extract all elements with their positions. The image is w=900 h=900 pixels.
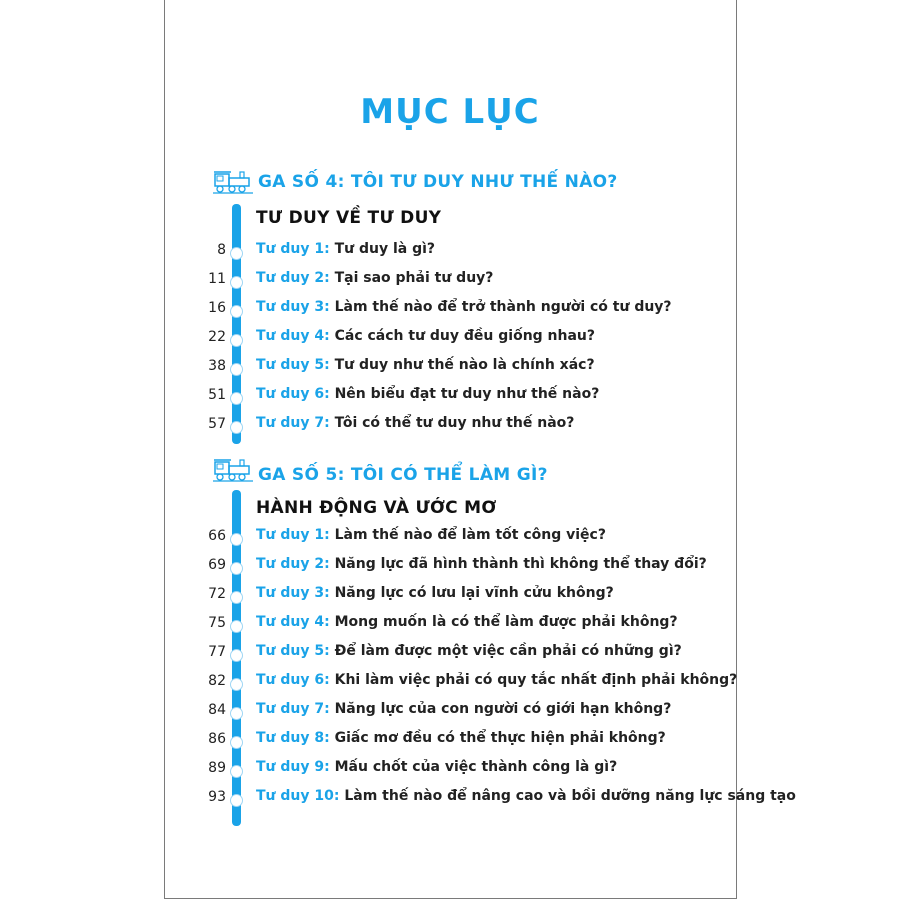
- timeline-dot: [230, 591, 243, 604]
- item-label: Tư duy 10:: [256, 788, 340, 804]
- toc-item[interactable]: [0, 356, 900, 380]
- timeline-dot: [230, 678, 243, 691]
- timeline-dot: [230, 736, 243, 749]
- item-label: Tư duy 6:: [256, 386, 330, 402]
- timeline-dot: [230, 765, 243, 778]
- item-title: Làm thế nào để trở thành người có tư duy?: [334, 299, 672, 315]
- item-label: Tư duy 7:: [256, 415, 330, 431]
- item-label: Tư duy 2:: [256, 270, 330, 286]
- item-label: Tư duy 7:: [256, 701, 330, 717]
- item-title: Năng lực đã hình thành thì không thể thay đổi?: [334, 556, 707, 572]
- item-label: Tư duy 8:: [256, 730, 330, 746]
- train-icon: [213, 456, 253, 484]
- page-number: 22: [208, 329, 226, 345]
- item-label: Tư duy 9:: [256, 759, 330, 775]
- item-label: Tư duy 5:: [256, 357, 330, 373]
- train-icon: [213, 168, 253, 196]
- page-number: 75: [208, 615, 226, 631]
- item-title: Làm thế nào để nâng cao và bồi dưỡng năng lực sáng tạo: [344, 788, 796, 804]
- toc-item[interactable]: [0, 584, 900, 608]
- page-number: 38: [208, 358, 226, 374]
- item-title: Mấu chốt của việc thành công là gì?: [334, 759, 618, 775]
- page-number: 66: [208, 528, 226, 544]
- section-heading: GA SỐ 4: TÔI TƯ DUY NHƯ THẾ NÀO?: [258, 172, 618, 192]
- toc-item[interactable]: [0, 700, 900, 724]
- item-label: Tư duy 1:: [256, 527, 330, 543]
- toc-item[interactable]: [0, 613, 900, 637]
- toc-item[interactable]: [0, 526, 900, 550]
- item-label: Tư duy 6:: [256, 672, 330, 688]
- item-label: Tư duy 3:: [256, 299, 330, 315]
- toc-item[interactable]: [0, 385, 900, 409]
- toc-item[interactable]: [0, 729, 900, 753]
- timeline-dot: [230, 533, 243, 546]
- timeline-dot: [230, 620, 243, 633]
- item-title: Tư duy là gì?: [334, 241, 436, 257]
- timeline-dot: [230, 247, 243, 260]
- timeline-dot: [230, 649, 243, 662]
- page-number: 72: [208, 586, 226, 602]
- item-label: Tư duy 5:: [256, 643, 330, 659]
- page-number: 93: [208, 789, 226, 805]
- page-number: 86: [208, 731, 226, 747]
- timeline-dot: [230, 392, 243, 405]
- item-title: Mong muốn là có thể làm được phải không?: [334, 614, 678, 630]
- timeline-dot: [230, 421, 243, 434]
- page-number: 69: [208, 557, 226, 573]
- item-title: Để làm được một việc cần phải có những gì?: [334, 643, 682, 659]
- toc-item[interactable]: [0, 555, 900, 579]
- page-number: 84: [208, 702, 226, 718]
- page-number: 16: [208, 300, 226, 316]
- timeline-dot: [230, 794, 243, 807]
- item-title: Giấc mơ đều có thể thực hiện phải không?: [334, 730, 666, 746]
- toc-item[interactable]: [0, 787, 900, 811]
- item-label: Tư duy 2:: [256, 556, 330, 572]
- page-number: 51: [208, 387, 226, 403]
- toc-item[interactable]: [0, 298, 900, 322]
- timeline-dot: [230, 562, 243, 575]
- section-heading: GA SỐ 5: TÔI CÓ THỂ LÀM GÌ?: [258, 465, 548, 485]
- item-label: Tư duy 3:: [256, 585, 330, 601]
- timeline-dot: [230, 334, 243, 347]
- page-title: MỤC LỤC: [360, 92, 540, 132]
- item-label: Tư duy 4:: [256, 328, 330, 344]
- page-number: 77: [208, 644, 226, 660]
- toc-item[interactable]: [0, 240, 900, 264]
- item-label: Tư duy 1:: [256, 241, 330, 257]
- item-label: Tư duy 4:: [256, 614, 330, 630]
- item-title: Khi làm việc phải có quy tắc nhất định phải không?: [334, 672, 738, 688]
- toc-item[interactable]: [0, 642, 900, 666]
- page-number: 57: [208, 416, 226, 432]
- toc-item[interactable]: [0, 758, 900, 782]
- toc-item[interactable]: [0, 327, 900, 351]
- item-title: Tại sao phải tư duy?: [334, 270, 494, 286]
- item-title: Nên biểu đạt tư duy như thế nào?: [334, 386, 600, 402]
- timeline-dot: [230, 707, 243, 720]
- page-number: 8: [217, 242, 226, 258]
- timeline-dot: [230, 305, 243, 318]
- toc-item[interactable]: [0, 414, 900, 438]
- item-title: Các cách tư duy đều giống nhau?: [334, 328, 596, 344]
- page-number: 11: [208, 271, 226, 287]
- section-subheading: TƯ DUY VỀ TƯ DUY: [256, 208, 442, 228]
- page-number: 89: [208, 760, 226, 776]
- section-subheading: HÀNH ĐỘNG VÀ ƯỚC MƠ: [256, 498, 497, 518]
- item-title: Năng lực có lưu lại vĩnh cửu không?: [334, 585, 614, 601]
- item-title: Làm thế nào để làm tốt công việc?: [334, 527, 606, 543]
- timeline-dot: [230, 276, 243, 289]
- item-title: Tôi có thể tư duy như thế nào?: [334, 415, 575, 431]
- page-number: 82: [208, 673, 226, 689]
- item-title: Tư duy như thế nào là chính xác?: [334, 357, 595, 373]
- timeline-dot: [230, 363, 243, 376]
- toc-item[interactable]: [0, 671, 900, 695]
- item-title: Năng lực của con người có giới hạn không?: [334, 701, 672, 717]
- toc-item[interactable]: [0, 269, 900, 293]
